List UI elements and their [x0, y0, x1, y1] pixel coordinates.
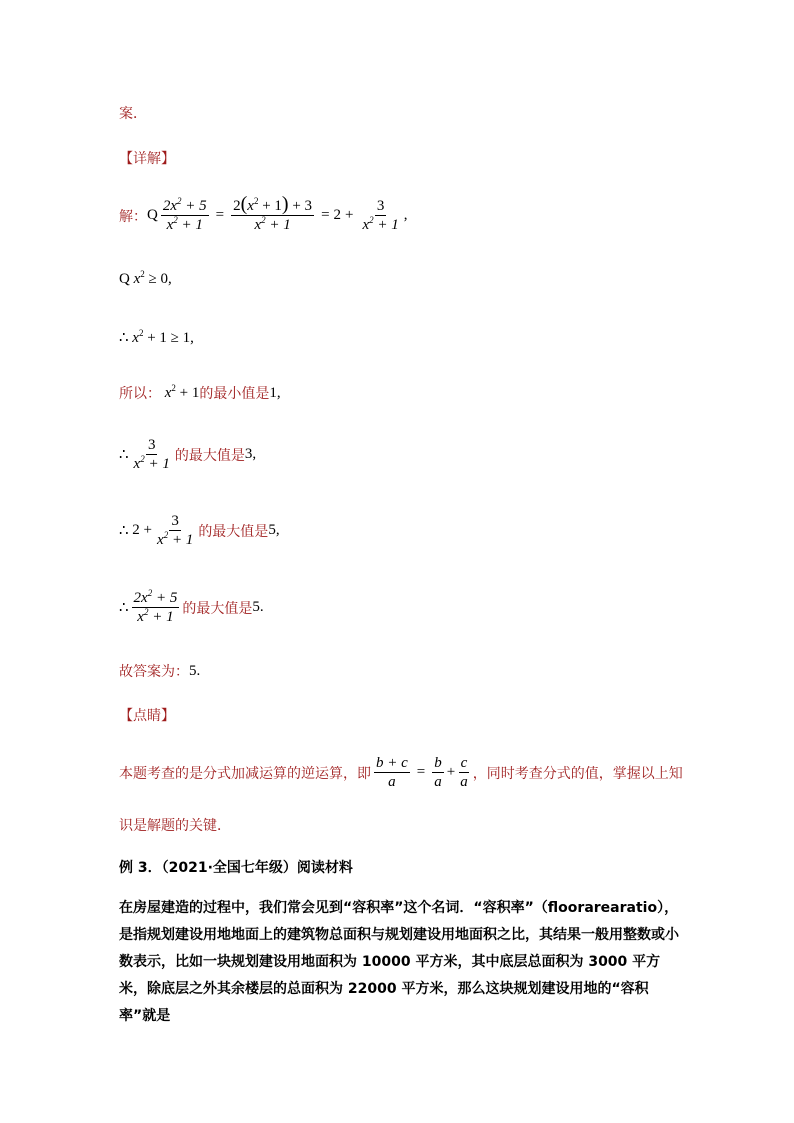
summary-line-2: 识是解题的关键．	[119, 818, 231, 834]
example-paragraph: 在房屋建造的过程中，我们常会见到“容积率”这个名词．“容积率”（floorarearatio），是指规划建设用地地面上的建筑物总面积与规划建设用地面积之比，其结果一般用整数或小数表示，比如一块规划建设用地面积为 10000 平方米，其中底层总面积为 3000 平方米，除底层之外其余楼层的总面积为 22000 平方米，那么这块规划建设用地的“容积率”就是	[119, 900, 679, 1024]
fraction-c: $\frac{c}{a}$	[460, 755, 468, 790]
max-statement-3: ∴ $\frac{2x^2 + 5}{x^2 + 1}$ 的最大值是 5.	[119, 588, 264, 625]
max-statement-1: ∴ $\frac{3}{x^2 + 1}$ 的最大值是 3,	[119, 437, 257, 472]
max-statement-2: ∴ 2 + $\frac{3}{x^2 + 1}$ 的最大值是 5,	[119, 513, 280, 548]
fraction-2: $\frac{2(x^2 + 1) + 3}{x^2 + 1}$	[233, 193, 313, 233]
since-symbol: Q	[147, 207, 158, 223]
fraction-bc: $\frac{b + c}{a}$	[376, 755, 408, 790]
comma: ,	[403, 207, 408, 223]
point-heading: 【点睛】	[119, 708, 175, 724]
fraction-b: $\frac{b}{a}$	[434, 755, 442, 790]
detail-heading: 【详解】	[119, 151, 175, 167]
fraction-5: $\frac{3}{x^2 + 1}$	[157, 513, 194, 548]
inequality-1: Q $x^2 \ge 0$,	[119, 269, 172, 287]
jie-label: 解：	[119, 208, 147, 225]
summary-line-1: 本题考查的是分式加减运算的逆运算，即 $\frac{b + c}{a}$ = $\frac{b}{a}$ + $\frac{c}{a}$ ，同时考查分式的值，掌握以上知	[119, 755, 683, 790]
fraction-6: $\frac{2x^2 + 5}{x^2 + 1}$	[133, 588, 178, 625]
example-title: 例 3．（2021·全国七年级）阅读材料	[119, 860, 353, 876]
fraction-1: $\frac{2x^2 + 5}{x^2 + 1}$	[162, 196, 207, 233]
rhs-int: 2	[333, 207, 342, 223]
inequality-2: ∴ $x^2 + 1 \ge 1$,	[119, 328, 194, 346]
fraction-4: $\frac{3}{x^2 + 1}$	[133, 437, 170, 472]
answer-line: 故答案为： 5.	[119, 662, 201, 680]
equation-1: 解： Q $\frac{2x^2 + 5}{x^2 + 1}$ = $\frac{2(x^2 + 1) + 3}{x^2 + 1}$ = 2 + $\frac{3}{x^2 + 1}$ ,	[119, 193, 408, 233]
min-statement: 所以： $x^2 + 1$ 的最小值是 1,	[119, 382, 281, 402]
fraction-3: $\frac{3}{x^2 + 1}$	[362, 198, 399, 233]
text-tail: 案．	[119, 106, 147, 122]
